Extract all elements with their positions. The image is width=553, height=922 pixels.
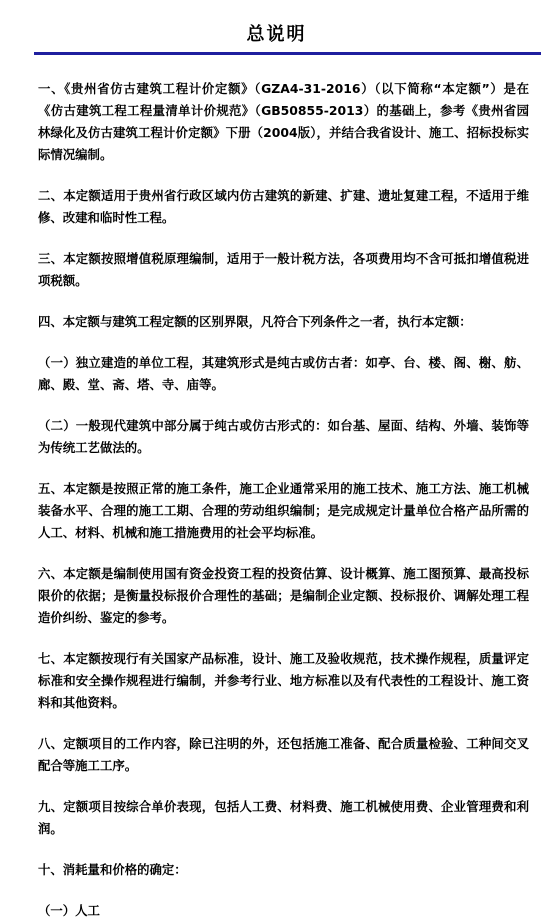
- paragraph-10-1: （一）人工: [38, 903, 100, 918]
- paragraph-1: 一、《贵州省仿古建筑工程计价定额》（GZA4-31-2016）（以下简称“本定额”）是在《仿古建筑工程工程量清单计价规范》（GB50855-2013）的基础上，参考《贵州省园林绿化及仿古建筑工程计价定额》下册（2004版），并结合我省设计、施工、招标投标实际情况编制。: [38, 81, 529, 162]
- paragraph-3: 三、本定额按照增值税原理编制，适用于一般计税方法，各项费用均不含可抵扣增值税进项税额。: [38, 251, 529, 288]
- paragraph-5: 五、本定额是按照正常的施工条件，施工企业通常采用的施工技术、施工方法、施工机械装备水平、合理的施工工期、合理的劳动组织编制；是完成规定计量单位合格产品所需的人工、材料、机械和施工措施费用的社会平均标准。: [38, 481, 529, 540]
- paragraph-4-2: （二）一般现代建筑中部分属于纯古或仿古形式的：如台基、屋面、结构、外墙、装饰等为传统工艺做法的。: [38, 418, 529, 455]
- paragraph-10: 十、消耗量和价格的确定：: [38, 862, 187, 877]
- paragraph-2: 二、本定额适用于贵州省行政区域内仿古建筑的新建、扩建、遗址复建工程，不适用于维修、改建和临时性工程。: [38, 188, 529, 225]
- paragraph-7: 七、本定额按现行有关国家产品标准，设计、施工及验收规范，技术操作规程，质量评定标准和安全操作规程进行编制，并参考行业、地方标准以及有代表性的工程设计、施工资料和其他资料。: [38, 651, 529, 710]
- paragraph-8: 八、定额项目的工作内容，除已注明的外，还包括施工准备、配合质量检验、工种间交叉配合等施工工序。: [38, 736, 529, 773]
- page-title: 总说明: [246, 24, 307, 45]
- paragraph-4-1: （一）独立建造的单位工程，其建筑形式是纯古或仿古者：如亭、台、楼、阁、榭、舫、廊、殿、堂、斋、塔、寺、庙等。: [38, 355, 529, 392]
- document-body: [38, 78, 529, 922]
- paragraph-9: 九、定额项目按综合单价表现，包括人工费、材料费、施工机械使用费、企业管理费和利润。: [38, 799, 529, 836]
- paragraph-4: 四、本定额与建筑工程定额的区别界限，凡符合下列条件之一者，执行本定额：: [38, 314, 472, 329]
- title-underline: [34, 52, 541, 55]
- paragraph-6: 六、本定额是编制使用国有资金投资工程的投资估算、设计概算、施工图预算、最高投标限价的依据；是衡量投标报价合理性的基础；是编制企业定额、投标报价、调解处理工程造价纠纷、鉴定的参考。: [38, 566, 529, 625]
